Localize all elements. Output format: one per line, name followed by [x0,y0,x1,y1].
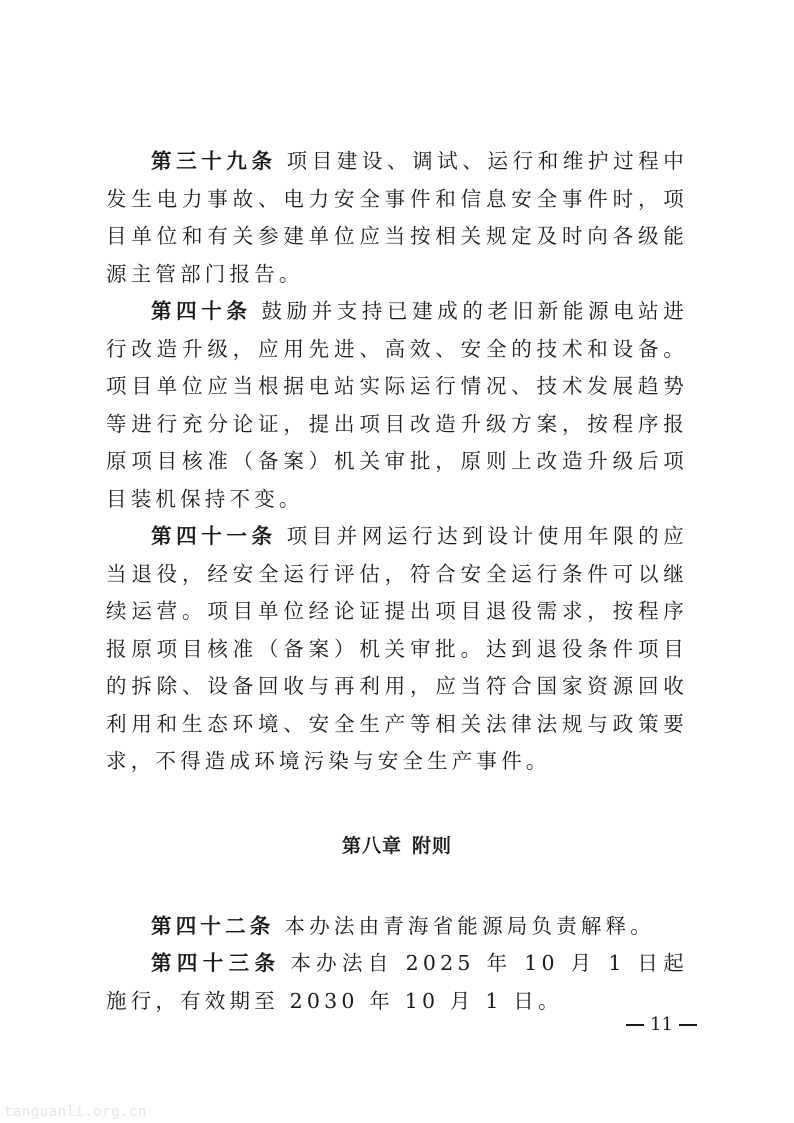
article-39 [106,143,688,293]
page-number-value: 11 [650,1014,673,1035]
chapter-number: 第八章 [341,834,402,857]
article-number: 第四十一条 [151,524,277,548]
article-40 [106,293,688,518]
article-number: 第三十九条 [151,149,277,173]
article-41 [106,518,688,781]
page-number [620,1008,703,1042]
left-dash [626,1024,644,1026]
watermark: tanguanli.org.cn [4,1104,147,1120]
right-dash [679,1024,697,1026]
article-text: 项目建设、调试、运行和维护过程中发生电力事故、电力安全事件和信息安全事件时，项目单位和有关参建单位应当按相关规定及时向各级能源主管部门报告。 [106,149,688,286]
article-43 [106,945,688,1020]
document-body [106,143,688,1020]
chapter-title: 附则 [412,834,453,857]
chapter-heading [106,828,688,864]
article-text: 本办法由青海省能源局负责解释。 [284,913,655,938]
article-text: 本办法自 2025 年 10 月 1 日起施行，有效期至 2030 年 10 月 1 日。 [106,951,688,1013]
article-text: 鼓励并支持已建成的老旧新能源电站进行改造升级，应用先进、高效、安全的技术和设备。项目单位应当根据电站实际运行情况、技术发展趋势等进行充分论证，提出项目改造升级方案，按程序报原项目核准（备案）机关审批，原则上改造升级后项目装机保持不变。 [106,299,688,511]
article-number: 第四十条 [151,299,252,323]
article-42 [106,908,688,946]
article-text: 项目并网运行达到设计使用年限的应当退役，经安全运行评估，符合安全运行条件可以继续运营。项目单位经论证提出项目退役需求，按程序报原项目核准（备案）机关审批。达到退役条件项目的拆除、设备回收与再利用，应当符合国家资源回收利用和生态环境、安全生产等相关法律法规与政策要求，不得造成环境污染与安全生产事件。 [106,524,688,773]
article-number: 第四十三条 [151,951,281,975]
article-number: 第四十二条 [151,913,275,938]
